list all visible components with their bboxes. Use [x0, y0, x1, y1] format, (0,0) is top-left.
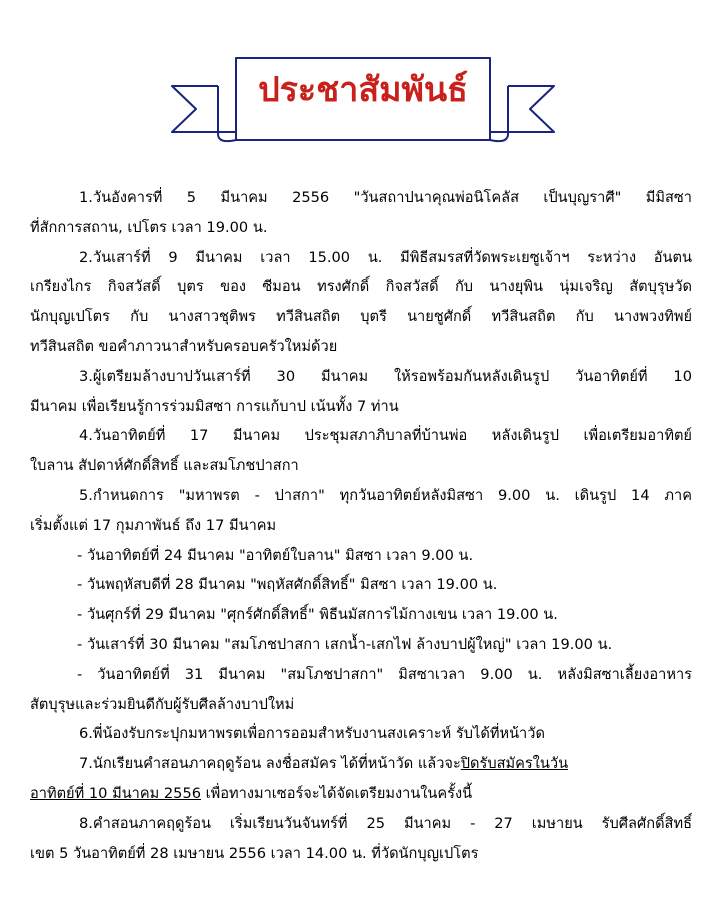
item-7-line-1 — [30, 749, 692, 779]
announcement-list — [30, 183, 692, 868]
item-5-sub-4: - วันเสาร์ที่ 30 มีนาคม "สมโภชปาสกา เสกน้ำ-เสกไฟ ล้างบาปผู้ใหญ่" เวลา 19.00 น. — [77, 635, 613, 653]
item-6-line-1: 6.พี่น้องรับกระปุกมหาพรตเพื่อการออมสำหรับงานสงเคราะห์ รับได้ที่หน้าวัด — [79, 725, 545, 743]
item-3-line-1: 3.ผู้เตรียมล้างบาปวันเสาร์ที่ 30 มีนาคม ให้รอพร้อมกันหลังเดินรูป วันอาทิตย์ที่ 10 — [79, 367, 692, 385]
item-5-sub-5-line-2: สัตบุรุษและร่วมยินดีกับผู้รับศีลล้างบาปใหม่ — [30, 695, 295, 713]
item-5-sub-5-line-1: - วันอาทิตย์ที่ 31 มีนาคม "สมโภชปาสกา" มิสซาเวลา 9.00 น. หลังมิสซาเลี้ยงอาหาร — [77, 665, 692, 683]
item-2-line-4: ทวีสินสถิต ขอคำภาวนาสำหรับครอบครัวใหม่ด้วย — [30, 337, 338, 355]
item-3-line-2: มีนาคม เพื่อเรียนรู้การร่วมมิสซา การแก้บาป เน้นทั้ง 7 ท่าน — [30, 397, 399, 415]
item-5-line-1: 5.กำหนดการ "มหาพรต - ปาสกา" ทุกวันอาทิตย์หลังมิสซา 9.00 น. เดินรูป 14 ภาค — [79, 486, 692, 504]
item-7-line-2 — [30, 779, 692, 809]
item-7-underlined-a: ปิดรับสมัครในวัน — [460, 755, 569, 773]
title-banner — [0, 0, 724, 160]
item-5-sub-2: - วันพฤหัสบดีที่ 28 มีนาคม "พฤหัสศักดิ์สิทธิ์" มิสซา เวลา 19.00 น. — [77, 576, 498, 594]
item-7-text-b: เพื่อทางมาเซอร์จะได้จัดเตรียมงานในครั้งนี้ — [201, 784, 473, 802]
item-2-line-3: นักบุญเปโตร กับ นางสาวชุติพร ทวีสินสถิต บุตรี นายชูศักดิ์ ทวีสินสถิต กับ นางพวงทิพย์ — [30, 308, 692, 326]
item-5-sub-3: - วันศุกร์ที่ 29 มีนาคม "ศุกร์ศักดิ์สิทธิ์" พิธีนมัสการไม้กางเขน เวลา 19.00 น. — [77, 606, 558, 624]
item-5-sub-1: - วันอาทิตย์ที่ 24 มีนาคม "อาทิตย์ใบลาน" มิสซา เวลา 9.00 น. — [77, 546, 474, 564]
item-5-line-2: เริ่มตั้งแต่ 17 กุมภาพันธ์ ถึง 17 มีนาคม — [30, 516, 277, 534]
item-4-line-2: ใบลาน สัปดาห์ศักดิ์สิทธิ์ และสมโภชปาสกา — [30, 457, 299, 475]
item-2-line-2: เกรียงไกร กิจสวัสดิ์ บุตร ของ ซีมอน ทรงศักดิ์ กิจสวัสดิ์ กับ นางยุพิน นุ่มเจริญ สัตบุรุษวัด — [30, 278, 692, 296]
item-8-line-1: 8.คำสอนภาคฤดูร้อน เริ่มเรียนวันจันทร์ที่ 25 มีนาคม - 27 เมษายน รับศีลศักดิ์สิทธิ์ — [79, 814, 692, 832]
item-1-line-2: ที่สักการสถาน, เปโตร เวลา 19.00 น. — [30, 218, 268, 236]
item-1-line-1: 1.วันอังคารที่ 5 มีนาคม 2556 "วันสถาปนาคุณพ่อนิโคลัส เป็นบุญราศี" มีมิสซา — [79, 189, 692, 206]
item-4-line-1: 4.วันอาทิตย์ที่ 17 มีนาคม ประชุมสภาภิบาลที่บ้านพ่อ หลังเดินรูป เพื่อเตรียมอาทิตย์ — [79, 427, 692, 445]
item-8-line-2: เขต 5 วันอาทิตย์ที่ 28 เมษายน 2556 เวลา 14.00 น. ที่วัดนักบุญเปโตร — [30, 844, 479, 862]
item-7-underlined-b: อาทิตย์ที่ 10 มีนาคม 2556 — [30, 784, 202, 802]
item-7-text-a: 7.นักเรียนคำสอนภาคฤดูร้อน ลงชื่อสมัคร ได้ที่หน้าวัด แล้วจะ — [79, 755, 461, 773]
item-2-line-1: 2.วันเสาร์ที่ 9 มีนาคม เวลา 15.00 น. มีพิธีสมรสที่วัดพระเยซูเจ้าฯ ระหว่าง อันตน — [79, 248, 692, 266]
page-title: ประชาสัมพันธ์ — [258, 70, 468, 110]
